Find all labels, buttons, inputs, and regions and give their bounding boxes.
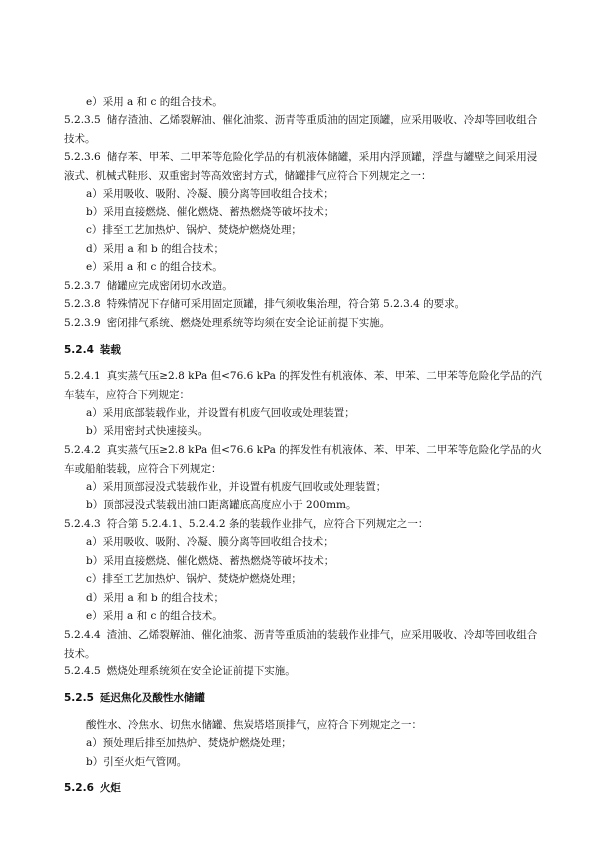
clause-text: 储存苯、甲苯、二甲苯等危险化学品的有机液体储罐，采用内浮顶罐，浮盘与罐壁之间采用浸液式、机械式鞋形、双重密封等高效密封方式，储罐排气应符合下列规定之一： [64, 151, 538, 182]
list-item-d: d）采用 a 和 b 的组合技术； [86, 592, 225, 604]
clause-number: 5.2.4.4 [64, 629, 101, 641]
section-title: 装载 [99, 344, 121, 356]
clause-5-2-4-3 [64, 515, 544, 534]
list-item-a: a）采用底部装载作业，并设置有机废气回收或处理装置； [86, 407, 355, 419]
clause-number: 5.2.3.6 [64, 151, 101, 163]
clause-5-2-4-1 [64, 367, 544, 404]
list-item-b: b）引至火炬气管网。 [86, 756, 188, 768]
section-number: 5.2.4 [64, 344, 94, 356]
section-heading-5-2-6 [64, 779, 544, 798]
body-paragraph: 酸性水、冷焦水、切焦水储罐、焦炭塔塔顶排气，应符合下列规定之一： [86, 719, 422, 731]
section-heading-5-2-5 [64, 689, 544, 708]
clause-text: 真实蒸气压≥2.8 kPa 但<76.6 kPa 的挥发性有机液体、苯、甲苯、二甲苯等危险化学品的汽车装车，应符合下列规定： [64, 370, 542, 401]
clause-text: 渣油、乙烯裂解油、催化油浆、沥青等重质油的装载作业排气，应采用吸收、冷却等回收组合技术。 [64, 629, 538, 660]
clause-5-2-4-2 [64, 441, 544, 478]
clause-number: 5.2.4.2 [64, 444, 101, 456]
section-title: 延迟焦化及酸性水储罐 [99, 692, 205, 704]
clause-text: 真实蒸气压≥2.8 kPa 但<76.6 kPa 的挥发性有机液体、苯、甲苯、二甲苯等危险化学品的火车或船舶装载，应符合下列规定： [64, 444, 542, 475]
list-item-d: d）采用 a 和 b 的组合技术； [86, 243, 225, 255]
section-title: 火炬 [99, 782, 121, 794]
clause-5-2-3-9 [64, 314, 544, 333]
list-item-e: e）采用 a 和 c 的组合技术。 [86, 96, 223, 108]
list-item-a: a）预处理后排至加热炉、焚烧炉燃烧处理； [86, 737, 292, 749]
list-item-b: b）采用直接燃烧、催化燃烧、蓄热燃烧等破坏技术； [86, 206, 335, 218]
clause-5-2-3-5 [64, 111, 544, 148]
clause-5-2-4-5 [64, 662, 544, 681]
clause-text: 特殊情况下存储可采用固定顶罐，排气须收集治理，符合第 5.2.3.4 的要求。 [106, 298, 466, 310]
clause-5-2-3-8 [64, 295, 544, 314]
clause-text: 储罐应完成密闭切水改造。 [106, 280, 233, 292]
list-item-a: a）采用吸收、吸附、冷凝、膜分离等回收组合技术； [86, 188, 334, 200]
list-item-b: b）采用直接燃烧、催化燃烧、蓄热燃烧等破坏技术； [86, 555, 335, 567]
clause-number: 5.2.4.5 [64, 665, 101, 677]
clause-text: 符合第 5.2.4.1、5.2.4.2 条的装载作业排气，应符合下列规定之一： [106, 518, 429, 530]
section-heading-5-2-4 [64, 341, 544, 360]
clause-5-2-3-7 [64, 277, 544, 296]
list-item-e: e）采用 a 和 c 的组合技术。 [86, 261, 223, 273]
section-number: 5.2.5 [64, 692, 94, 704]
clause-5-2-3-6 [64, 148, 544, 185]
clause-number: 5.2.3.5 [64, 114, 101, 126]
list-item-c: c）排至工艺加热炉、锅炉、焚烧炉燃烧处理； [86, 224, 302, 236]
clause-number: 5.2.3.7 [64, 280, 101, 292]
clause-number: 5.2.4.3 [64, 518, 101, 530]
list-item-a: a）采用顶部浸没式装载作业，并设置有机废气回收或处理装置； [86, 481, 387, 493]
section-number: 5.2.6 [64, 782, 94, 794]
clause-text: 储存渣油、乙烯裂解油、催化油浆、沥青等重质油的固定顶罐，应采用吸收、冷却等回收组合技术。 [64, 114, 538, 145]
list-item-b: b）顶部浸没式装载出油口距离罐底高度应小于 200mm。 [86, 499, 357, 511]
list-item-a: a）采用吸收、吸附、冷凝、膜分离等回收组合技术； [86, 536, 334, 548]
clause-text: 燃烧处理系统须在安全论证前提下实施。 [106, 665, 296, 677]
clause-number: 5.2.3.8 [64, 298, 101, 310]
clause-5-2-4-4 [64, 626, 544, 663]
clause-text: 密闭排气系统、燃烧处理系统等均须在安全论证前提下实施。 [106, 317, 391, 329]
clause-number: 5.2.4.1 [64, 370, 101, 382]
list-item-c: c）排至工艺加热炉、锅炉、焚烧炉燃烧处理； [86, 573, 302, 585]
list-item-e: e）采用 a 和 c 的组合技术。 [86, 610, 223, 622]
list-item-b: b）采用密封式快速接头。 [86, 425, 209, 437]
clause-number: 5.2.3.9 [64, 317, 101, 329]
